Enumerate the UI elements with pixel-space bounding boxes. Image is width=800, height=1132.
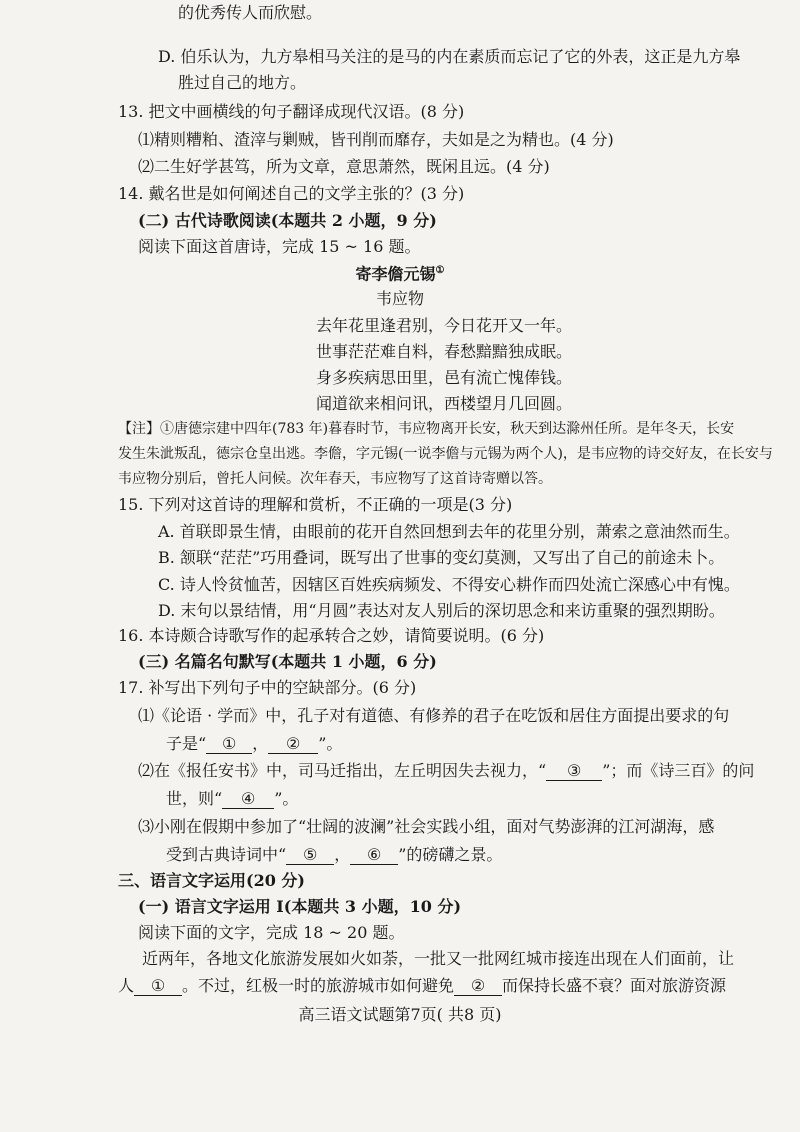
section-recitation-heading: (三) 名篇名句默写(本题共 1 小题，6 分) bbox=[138, 652, 437, 671]
question-15-option-a: A. 首联即景生情，由眼前的花开自然回想到去年的花里分别，萧索之意油然而生。 bbox=[158, 522, 740, 541]
question-14: 14. 戴名世是如何阐述自己的文学主张的？(3 分) bbox=[118, 184, 465, 203]
option-d: D. 伯乐认为，九方皋相马关注的是马的内在素质而忘记了它的外表，这正是九方皋 bbox=[158, 47, 741, 66]
poem-author: 韦应物 bbox=[375, 289, 424, 308]
question-17: 17. 补写出下列句子中的空缺部分。(6 分) bbox=[118, 678, 417, 697]
question-13-part-1: ⑴精则糟粕、渣滓与剿贼，皆刊削而靡存，夫如是之为精也。(4 分) bbox=[138, 130, 614, 149]
question-17-part-2-continuation: 世，则“ ④ ”。 bbox=[166, 789, 299, 808]
question-13: 13. 把文中画横线的句子翻译成现代汉语。(8 分) bbox=[118, 102, 465, 121]
blank-3[interactable]: ③ bbox=[546, 762, 602, 781]
poem-line-2: 世事茫茫难自料，春愁黯黯独成眠。 bbox=[316, 342, 573, 361]
question-15-option-b: B. 颔联“茫茫”巧用叠词，既写出了世事的变幻莫测，又写出了自己的前途未卜。 bbox=[158, 548, 725, 567]
question-17-part-1-answer: 子是“ ① ， ② ”。 bbox=[166, 734, 343, 753]
poem-line-4: 闻道欲来相问讯，西楼望月几回圆。 bbox=[316, 394, 573, 413]
question-15: 15. 下列对这首诗的理解和赏析，不正确的一项是(3 分) bbox=[118, 495, 513, 514]
blank-2[interactable]: ② bbox=[268, 735, 318, 754]
question-17-part-2: ⑵在《报任安书》中，司马迁指出，左丘明因失去视力，“ ③ ”；而《诗三百》的问 bbox=[138, 761, 755, 780]
poem-note-mark: ① bbox=[435, 265, 445, 276]
poem-note-line-1: 【注】①唐德宗建中四年(783 年)暮春时节，韦应物离开长安，秋天到达滁州任所。是年冬天，长安 bbox=[118, 421, 735, 437]
passage-blank-2[interactable]: ② bbox=[454, 977, 502, 996]
option-d-continuation: 胜过自己的地方。 bbox=[178, 73, 307, 92]
section-language-intro: 阅读下面的文字，完成 18 ~ 20 题。 bbox=[138, 923, 405, 942]
blank-1[interactable]: ① bbox=[206, 735, 252, 754]
question-16: 16. 本诗颇合诗歌写作的起承转合之妙，请简要说明。(6 分) bbox=[118, 626, 545, 645]
part-3-heading: 三、语言文字运用(20 分) bbox=[118, 871, 305, 890]
question-13-part-2: ⑵二生好学甚笃，所为文章，意思萧然，既闲且远。(4 分) bbox=[138, 157, 550, 176]
question-15-option-c: C. 诗人怜贫恤苦，因辖区百姓疾病频发、不得安心耕作而四处流亡深感心中有愧。 bbox=[158, 575, 740, 594]
passage-line-1: 近两年，各地文化旅游发展如火如荼，一批又一批网红城市接连出现在人们面前，让 bbox=[142, 949, 735, 968]
poem-line-1: 去年花里逢君别，今日花开又一年。 bbox=[316, 316, 573, 335]
blank-6[interactable]: ⑥ bbox=[350, 846, 398, 865]
poem-line-3: 身多疾病思田里，邑有流亡愧俸钱。 bbox=[316, 368, 573, 387]
poem-note-line-2: 发生朱泚叛乱，德宗仓皇出逃。李儋，字元锡(一说李儋与元锡为两个人)，是韦应物的诗交好友，在长安与 bbox=[118, 446, 773, 462]
passage-blank-1[interactable]: ① bbox=[134, 977, 182, 996]
section-poetry-heading: (二) 古代诗歌阅读(本题共 2 小题，9 分) bbox=[138, 211, 437, 230]
section-language-heading: (一) 语言文字运用 Ⅰ(本题共 3 小题，10 分) bbox=[138, 897, 462, 916]
blank-5[interactable]: ⑤ bbox=[286, 846, 334, 865]
question-15-option-d: D. 末句以景结情，用“月圆”表达对友人别后的深切思念和来访重聚的强烈期盼。 bbox=[158, 601, 725, 620]
page-footer: 高三语文试题第7页( 共8 页) bbox=[298, 1005, 502, 1024]
option-c-continuation: 的优秀传人而欣慰。 bbox=[178, 3, 323, 22]
blank-4[interactable]: ④ bbox=[222, 790, 274, 809]
question-17-part-1: ⑴《论语 · 学而》中，孔子对有道德、有修养的君子在吃饭和居住方面提出要求的句 bbox=[138, 706, 730, 725]
question-17-part-3: ⑶小刚在假期中参加了“壮阔的波澜”社会实践小组，面对气势澎湃的江河湖海，感 bbox=[138, 817, 715, 836]
question-17-part-3-answer: 受到古典诗词中“ ⑤ ， ⑥ ”的磅礴之景。 bbox=[166, 845, 503, 864]
section-poetry-intro: 阅读下面这首唐诗，完成 15 ~ 16 题。 bbox=[138, 237, 421, 256]
poem-title: 寄李儋元锡① bbox=[355, 264, 445, 284]
passage-line-2: 人 ① 。不过，红极一时的旅游城市如何避免 ② 而保持长盛不衰？面对旅游资源 bbox=[118, 976, 727, 995]
poem-note-line-3: 韦应物分别后，曾托人问候。次年春天，韦应物写了这首诗寄赠以答。 bbox=[118, 471, 552, 487]
